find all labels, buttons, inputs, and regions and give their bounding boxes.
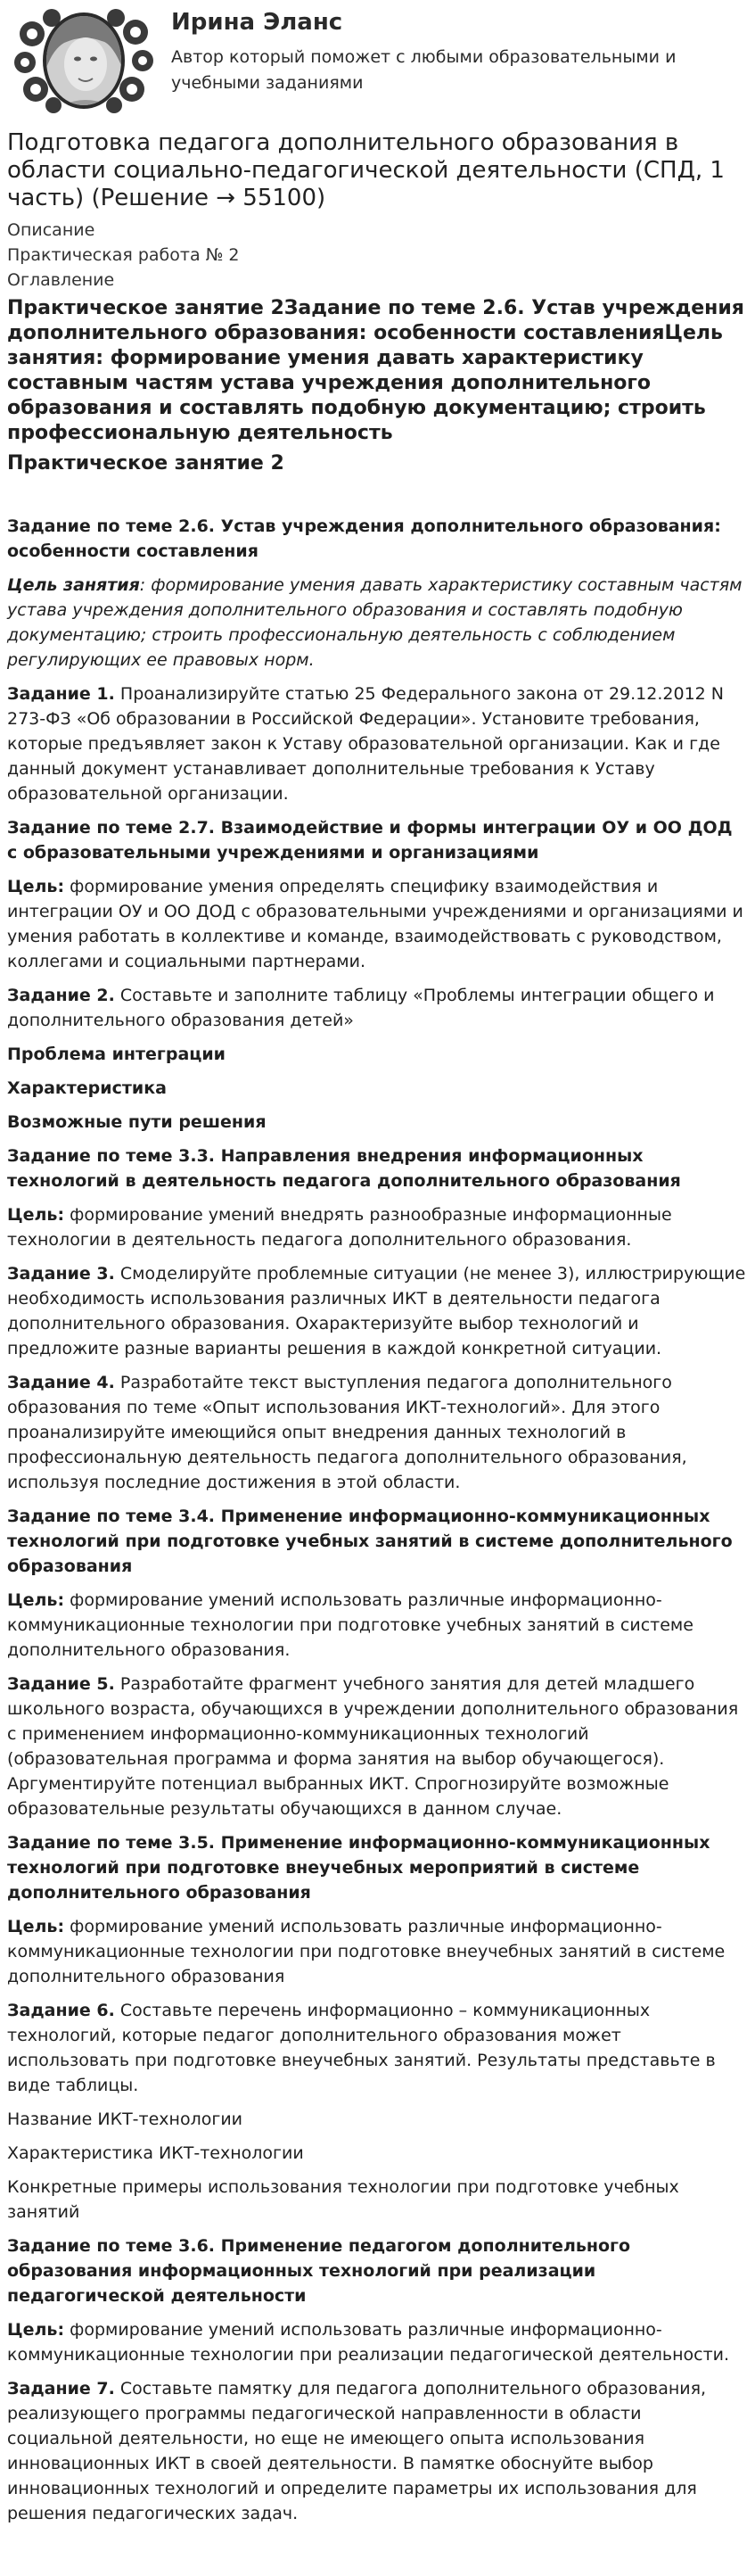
goal-label: Цель: [7,2320,65,2340]
task-3 [7,1261,748,1361]
goal-text: формирование умений использовать различные информационно-коммуникационные технологии при подготовке внеучебных занятий в системе дополнительного образования [7,1917,726,1986]
task-label: Задание 4. [7,1373,115,1392]
author-header [7,0,748,120]
task-text: Проанализируйте статью 25 Федерального закона от 29.12.2012 N 273-ФЗ «Об образовании в Российской Федерации». Установите требования, которые предъявляет закон к Уставу образовательной организации. Как и где данный документ устанавливает дополнительные требования к Уставу образовательной организации. [7,684,724,804]
section-heading-3-5: Задание по теме 3.5. Применение информационно-коммуникационных технологий при подготовке внеучебных мероприятий в системе дополнительного образования [7,1833,710,1903]
goal-3-6 [7,2317,748,2367]
goal-3-4 [7,1588,748,1663]
goal-text: формирование умений внедрять разнообразные информационные технологии в деятельность педагога дополнительного образования. [7,1205,672,1250]
table-column-header: Возможные пути решения [7,1112,267,1132]
task-5 [7,1672,748,1821]
goal-text: формирование умения определять специфику взаимодействия и интеграции ОУ и ОО ДОД с образовательными учреждениями и организациями и умения работать в коллективе и команде, взаимодействовать с руководством, коллегами и социальными партнерами. [7,877,743,971]
subheading: Практическое занятие 2 [7,452,284,475]
goal-label: Цель: [7,877,65,896]
table-column-header: Проблема интеграции [7,1044,226,1064]
task-6 [7,1998,748,2098]
section-heading-2-6: Задание по теме 2.6. Устав учреждения дополнительного образования: особенности составления [7,516,721,561]
goal-label: Цель: [7,1205,65,1225]
author-description: Автор который поможет с любыми образовательными и учебными заданиями [171,47,677,93]
task-text: Составьте перечень информационно – коммуникационных технологий, которые педагог дополнительного образования может использовать при подготовке внеучебных занятий. Результаты представьте в виде таблицы. [7,2001,716,2095]
task-text: Разработайте фрагмент учебного занятия для детей младшего школьного возраста, обучающихся в учреждении дополнительного образования с применением информационно-коммуникационных технологий (образовательная программа и форма занятия на выбор обучающегося). Аргументируйте потенциал выбранных ИКТ. Спрогнозируйте возможные образовательные результаты обучающихся в данном случае. [7,1674,739,1819]
task-label: Задание 1. [7,684,115,704]
toc-text: Практическое занятие 2Задание по теме 2.6. Устав учреждения дополнительного образования: особенности составленияЦель занятия: формирование умения давать характеристику составным частям устава учреждения дополнительного образования и составлять подобную документацию; строить профессиональную деятельность [7,297,744,444]
goal-2-7 [7,874,748,974]
task-label: Задание 3. [7,1264,115,1284]
section-heading-3-3: Задание по теме 3.3. Направления внедрения информационных технологий в деятельность педагога дополнительного образования [7,1146,681,1191]
task-text: Составьте памятку для педагога дополнительного образования, реализующего программы педагогической направленности в области социальной деятельности, но еще не имеющего опыта использования инновационных ИКТ в своей деятельности. В памятке обоснуйте выбор инновационных технологий и определите параметры их использования для решения педагогических задач. [7,2379,707,2523]
task-4 [7,1370,748,1495]
table-column-header: Характеристика [7,1078,167,1098]
goal-2-6 [7,573,748,673]
goal-text: формирование умений использовать различные информационно-коммуникационные технологии при реализации педагогической деятельности. [7,2320,730,2365]
section-heading-3-6: Задание по теме 3.6. Применение педагогом дополнительного образования информационных технологий при реализации педагогической деятельности [7,2236,631,2306]
work-label: Практическая работа № 2 [7,245,240,265]
task-text: Составьте и заполните таблицу «Проблемы интеграции общего и дополнительного образования детей» [7,986,715,1030]
goal-3-5 [7,1914,748,1989]
section-heading-3-4: Задание по теме 3.4. Применение информационно-коммуникационных технологий при подготовке учебных занятий в системе дополнительного образования [7,1507,733,1576]
task-1 [7,681,748,806]
author-name[interactable]: Ирина Эланс [171,9,343,36]
task-2 [7,983,748,1033]
table-column-header: Конкретные примеры использования технологии при подготовке учебных занятий [7,2177,679,2222]
task-label: Задание 2. [7,986,115,1005]
goal-label: Цель: [7,1590,65,1610]
task-label: Задание 7. [7,2379,115,2398]
task-label: Задание 6. [7,2001,115,2020]
goal-text: формирование умений использовать различные информационно-коммуникационные технологии при подготовке учебных занятий в системе дополнительного образования. [7,1590,693,1660]
goal-3-3 [7,1202,748,1252]
task-7 [7,2376,748,2526]
table-column-header: Характеристика ИКТ-технологии [7,2143,304,2163]
goal-label: Цель: [7,1917,65,1936]
goal-label: Цель занятия [7,575,140,595]
section-heading-2-7: Задание по теме 2.7. Взаимодействие и формы интеграции ОУ и ОО ДОД с образовательными учреждениями и организациями [7,818,733,863]
goal-text: : формирование умения давать характеристику составным частям устава учреждения дополнительного образования и составлять подобную документацию; строить профессиональную деятельность с соблюдением регулирующих ее правовых норм. [7,575,743,670]
task-text: Смоделируйте проблемные ситуации (не менее 3), иллюстрирующие необходимость использования различных ИКТ в деятельности педагога дополнительного образования. Охарактеризуйте выбор технологий и предложите разные варианты решения в каждой конкретной ситуации. [7,1264,746,1358]
page-title: Подготовка педагога дополнительного образования в области социально-педагогической деятельности (СПД, 1 часть) (Решение → 55100) [7,129,725,211]
task-label: Задание 5. [7,1674,115,1694]
description-label: Описание [7,220,95,240]
table-column-header: Название ИКТ-технологии [7,2110,243,2129]
task-text: Разработайте текст выступления педагога дополнительного образования по теме «Опыт использования ИКТ-технологий». Для этого проанализируйте имеющийся опыт внедрения данных технологий в профессиональную деятельность педагога дополнительного образования, используя последние достижения в этой области. [7,1373,687,1492]
toc-label: Оглавление [7,270,115,290]
avatar[interactable] [12,7,155,114]
